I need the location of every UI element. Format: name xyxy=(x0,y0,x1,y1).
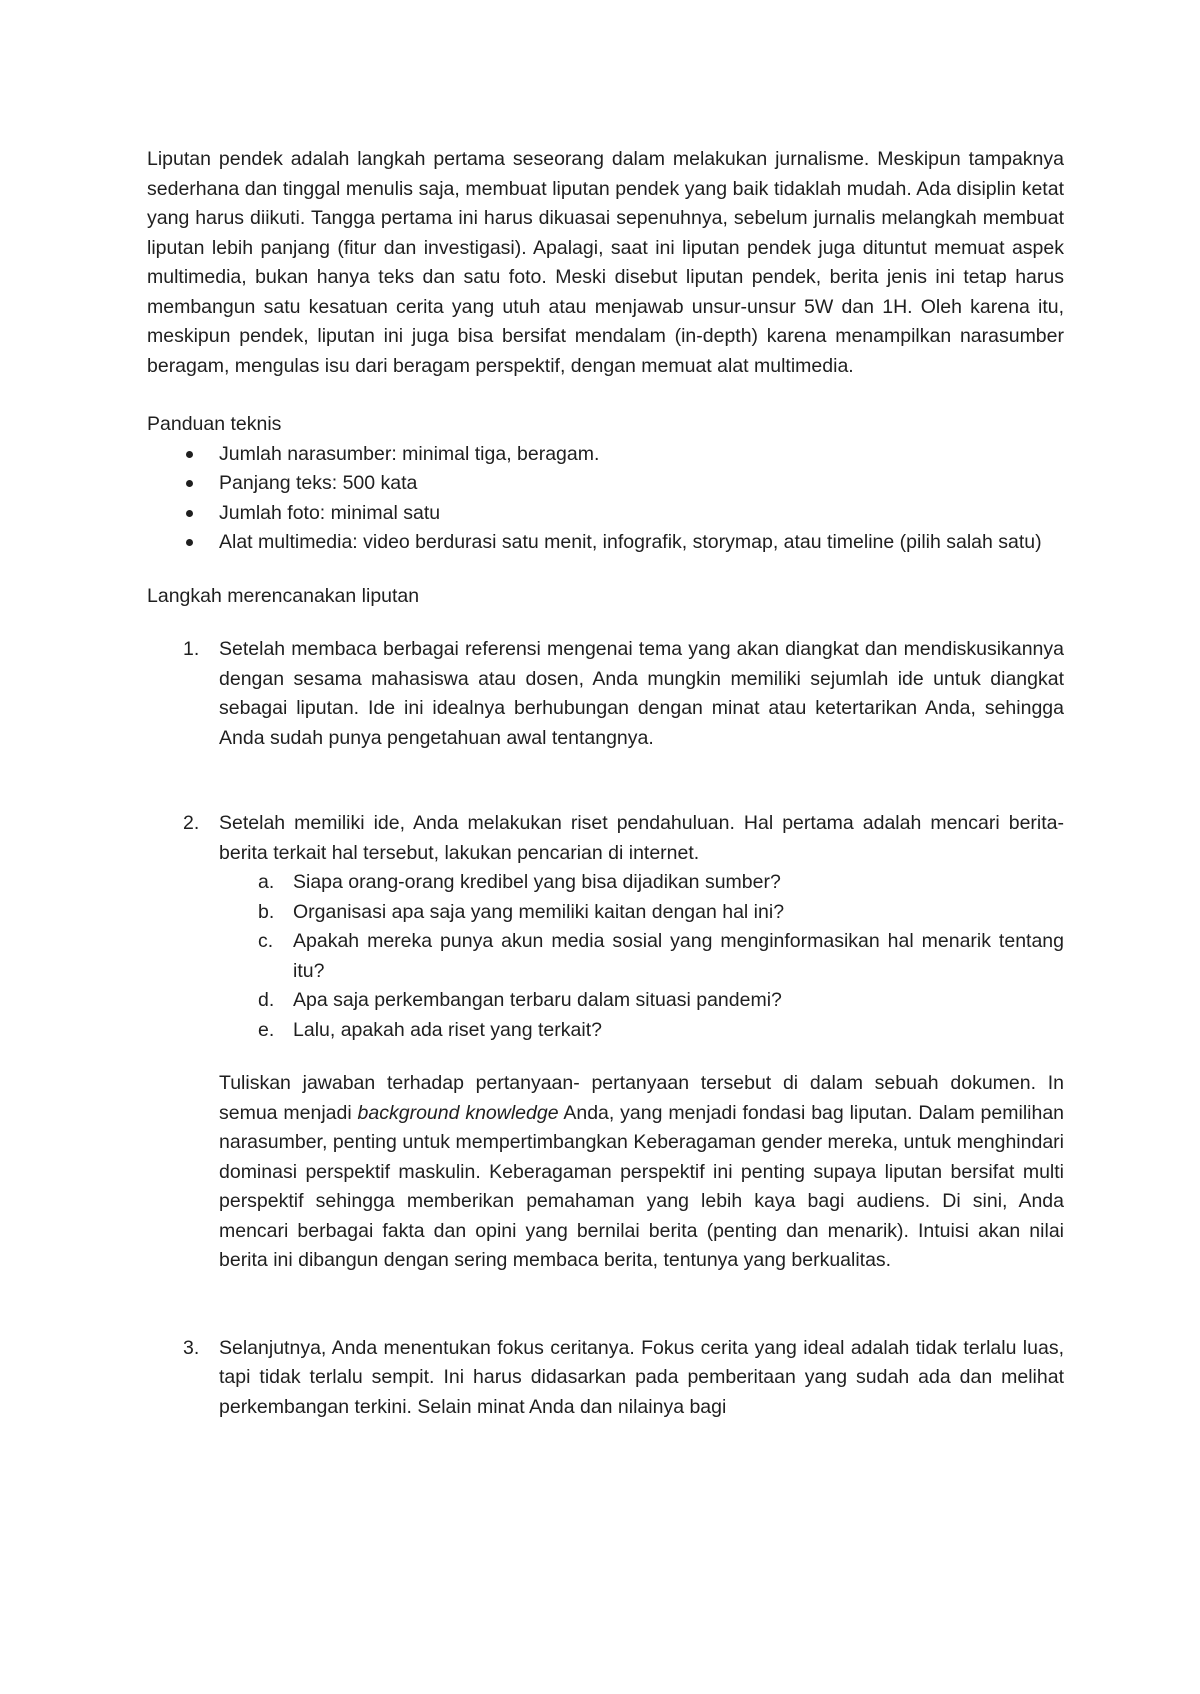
panduan-heading: Panduan teknis xyxy=(147,413,282,435)
panduan-list xyxy=(147,440,1064,558)
list-item: b. Organisasi apa saja yang memiliki kaitan dengan hal ini? xyxy=(147,898,1064,928)
step-text: Setelah membaca berbagai referensi mengenai tema yang akan diangkat dan mendiskusikannya dengan sesama mahasiswa atau dosen, Anda mungkin memiliki sejumlah ide untuk diangkat sebagai liputan. Ide ini idealnya berhubungan dengan minat atau ketertarikan Anda, sehingga Anda sudah punya pengetahuan awal tentangnya. xyxy=(219,638,1064,749)
bullet-icon xyxy=(186,539,193,546)
list-letter: d. xyxy=(258,989,275,1011)
step-text: Selanjutnya, Anda menentukan fokus ceritanya. Fokus cerita yang ideal adalah tidak terlalu luas, tapi tidak terlalu sempit. Ini harus didasarkan pada pemberitaan yang sudah ada dan melihat perkembangan terkini. Selain minat Anda dan nilainya bagi xyxy=(219,1336,1064,1418)
list-item: Panjang teks: 500 kata xyxy=(147,469,1064,499)
list-item: Jumlah foto: minimal satu xyxy=(147,499,1064,529)
step-number: 3. xyxy=(183,1336,200,1359)
list-item: Alat multimedia: video berdurasi satu menit, infografik, storymap, atau timeline (pilih salah satu) xyxy=(147,528,1064,558)
document-body xyxy=(147,145,1064,1422)
step-1 xyxy=(147,635,1064,753)
list-letter: e. xyxy=(258,1018,275,1041)
list-letter: b. xyxy=(258,900,275,923)
step-number: 1. xyxy=(183,638,200,660)
step-number: 2. xyxy=(183,812,200,834)
list-item: e. Lalu, apakah ada riset yang terkait? xyxy=(147,1016,1064,1046)
list-letter: a. xyxy=(258,871,275,893)
list-item: d. Apa saja perkembangan terbaru dalam situasi pandemi? xyxy=(147,986,1064,1016)
list-item: c. Apakah mereka punya akun media sosial yang menginformasikan hal menarik tentang itu? xyxy=(147,927,1064,986)
step-text: Setelah memiliki ide, Anda melakukan riset pendahuluan. Hal pertama adalah mencari berita-berita terkait hal tersebut, lakukan pencarian di internet. xyxy=(219,812,1064,864)
step-3 xyxy=(147,1334,1064,1423)
langkah-heading: Langkah merencanakan liputan xyxy=(147,584,420,607)
emphasis-text: background knowledge xyxy=(357,1101,559,1124)
bullet-icon xyxy=(186,480,193,487)
list-item: a. Siapa orang-orang kredibel yang bisa dijadikan sumber? xyxy=(147,868,1064,898)
intro-paragraph: Liputan pendek adalah langkah pertama seseorang dalam melakukan jurnalisme. Meskipun tampaknya sederhana dan tinggal menulis saja, membuat liputan pendek yang baik tidaklah mudah. Ada disiplin ketat yang harus diikuti. Tangga pertama ini harus dikuasai sepenuhnya, sebelum jurnalis melangkah membuat liputan lebih panjang (fitur dan investigasi). Apalagi, saat ini liputan pendek juga dituntut memuat aspek multimedia, bukan hanya teks dan satu foto. Meski disebut liputan pendek, berita jenis ini tetap harus membangun satu kesatuan cerita yang utuh atau menjawab unsur-unsur 5W dan 1H. Oleh karena itu, meskipun pendek, liputan ini juga bisa bersifat mendalam (in-depth) karena menampilkan narasumber beragam, mengulas isu dari beragam perspektif, dengan memuat alat multimedia. xyxy=(147,148,1064,377)
step-2-questions xyxy=(147,868,1064,1045)
step-2-note-paragraph: Tuliskan jawaban terhadap pertanyaan- pertanyaan tersebut di dalam sebuah dokumen. In semua menjadi background knowledge Anda, yang menjadi fondasi bag liputan. Dalam pemilihan narasumber, penting untuk mempertimbangkan Keberagaman gender mereka, untuk menghindari dominasi perspektif maskulin. Keberagaman perspektif ini penting supaya liputan bersifat multi perspektif sehingga memberikan pemahaman yang lebih kaya bagi audiens. Di sini, Anda mencari berbagai fakta dan opini yang bernilai berita (penting dan menarik). Intuisi akan nilai berita ini dibangun dengan sering membaca berita, tentunya yang berkualitas. xyxy=(219,1072,1065,1271)
list-item: Jumlah narasumber: minimal tiga, beragam. xyxy=(147,440,1064,470)
bullet-icon xyxy=(186,510,193,517)
step-2 xyxy=(147,809,1064,868)
list-letter: c. xyxy=(258,930,274,952)
bullet-icon xyxy=(186,451,193,458)
